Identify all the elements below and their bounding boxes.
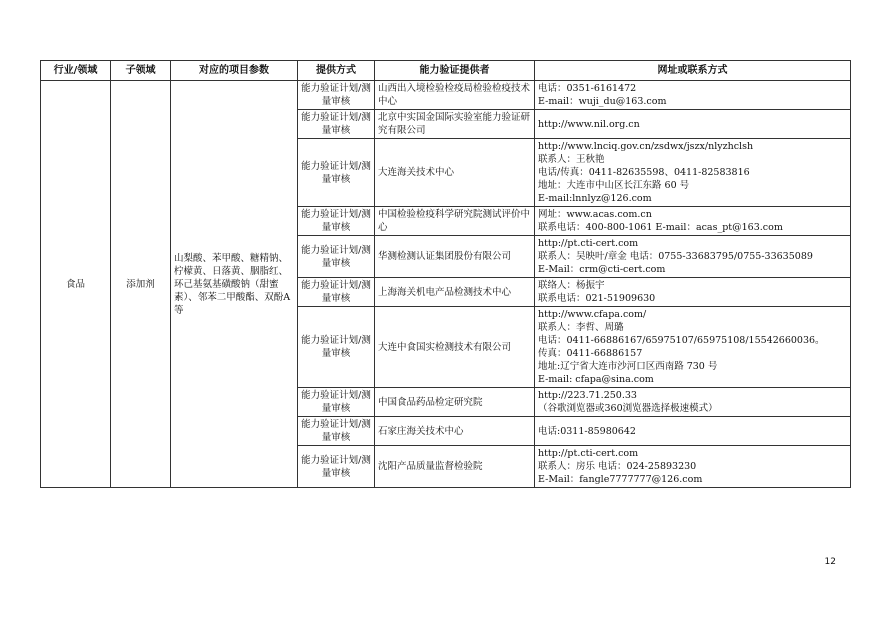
- header-method: 提供方式: [298, 61, 375, 81]
- method-cell: 能力验证计划/测量审核: [298, 278, 375, 307]
- contact-cell: [535, 110, 851, 139]
- contact-line: http://www.lnciq.gov.cn/zsdwx/jszx/nlyzhclsh: [538, 141, 754, 152]
- provider-cell: 北京中实国金国际实验室能力验证研究有限公司: [375, 110, 535, 139]
- contact-cell: [535, 207, 851, 236]
- contact-line: 联系电话：400-800-1061 E-mail：acas_pt@163.com: [538, 222, 783, 233]
- contact-line: http://223.71.250.33: [538, 390, 637, 401]
- contact-line: E-mail: cfapa@sina.com: [538, 374, 654, 385]
- header-subdomain: 子领域: [111, 61, 171, 81]
- industry-cell: 食品: [41, 81, 111, 488]
- contact-line: （谷歌浏览器或360浏览器选择极速模式）: [538, 403, 718, 414]
- contact-line: 地址:辽宁省大连市沙河口区西南路 730 号: [538, 361, 718, 372]
- provider-cell: 石家庄海关技术中心: [375, 417, 535, 446]
- contact-cell: [535, 446, 851, 488]
- method-cell: 能力验证计划/测量审核: [298, 207, 375, 236]
- contact-cell: [535, 417, 851, 446]
- header-provider: 能力验证提供者: [375, 61, 535, 81]
- capability-table: [40, 60, 851, 488]
- contact-line: 电话：0351-6161472: [538, 83, 637, 94]
- provider-cell: 沈阳产品质量监督检验院: [375, 446, 535, 488]
- contact-line: 联系电话：021-51909630: [538, 293, 656, 304]
- method-cell: 能力验证计划/测量审核: [298, 417, 375, 446]
- contact-line: http://www.nil.org.cn: [538, 118, 640, 130]
- contact-line: 电话:0311-85980642: [538, 425, 636, 437]
- header-contact: 网址或联系方式: [535, 61, 851, 81]
- provider-cell: 大连中食国实检测技术有限公司: [375, 307, 535, 388]
- header-row: [41, 61, 851, 81]
- contact-line: 电话：0411-66886167/65975107/65975108/15542660036。: [538, 335, 825, 346]
- provider-cell: 山西出入境检验检疫局检验检疫技术中心: [375, 81, 535, 110]
- provider-cell: 上海海关机电产品检测技术中心: [375, 278, 535, 307]
- contact-line: 联络人：杨振宇: [538, 280, 605, 291]
- method-cell: 能力验证计划/测量审核: [298, 307, 375, 388]
- contact-line: 联系人：房乐 电话：024-25893230: [538, 461, 697, 472]
- contact-cell: [535, 307, 851, 388]
- provider-cell: 中国食品药品检定研究院: [375, 388, 535, 417]
- page-number: 12: [824, 557, 836, 567]
- header-industry: 行业/领域: [41, 61, 111, 81]
- contact-cell: [535, 388, 851, 417]
- method-cell: 能力验证计划/测量审核: [298, 81, 375, 110]
- contact-line: E-Mail：fangle7777777@126.com: [538, 474, 703, 485]
- contact-line: 地址：大连市中山区长江东路 60 号: [538, 180, 690, 191]
- contact-line: 联系人：吴映叶/章金 电话：0755-33683795/0755-33635089: [538, 251, 813, 262]
- contact-line: 联系人：王秋艳: [538, 154, 605, 165]
- contact-line: E-Mail：crm@cti-cert.com: [538, 264, 666, 275]
- contact-line: http://www.cfapa.com/: [538, 309, 647, 320]
- contact-line: http://pt.cti-cert.com: [538, 448, 639, 459]
- contact-line: 网址：www.acas.com.cn: [538, 209, 652, 220]
- contact-cell: [535, 236, 851, 278]
- provider-cell: 中国检验检疫科学研究院测试评价中心: [375, 207, 535, 236]
- contact-line: E-mail:lnnlyz@126.com: [538, 193, 652, 204]
- method-cell: 能力验证计划/测量审核: [298, 446, 375, 488]
- parameters-cell: 山梨酸、苯甲酸、糖精钠、柠檬黄、日落黄、胭脂红、环己基氨基磺酸钠（甜蜜素）、邻苯二甲酸酯、双酚A等: [171, 81, 298, 488]
- method-cell: 能力验证计划/测量审核: [298, 139, 375, 207]
- provider-cell: 华测检测认证集团股份有限公司: [375, 236, 535, 278]
- header-parameters: 对应的项目参数: [171, 61, 298, 81]
- provider-cell: 大连海关技术中心: [375, 139, 535, 207]
- table-row: [41, 81, 851, 110]
- contact-line: 联系人：李哲、周璐: [538, 322, 624, 333]
- method-cell: 能力验证计划/测量审核: [298, 110, 375, 139]
- contact-line: 传真：0411-66886157: [538, 348, 643, 359]
- method-cell: 能力验证计划/测量审核: [298, 236, 375, 278]
- contact-line: 电话/传真：0411-82635598、0411-82583816: [538, 167, 750, 178]
- contact-cell: [535, 81, 851, 110]
- contact-line: E-mail：wuji_du@163.com: [538, 96, 667, 107]
- subdomain-cell: 添加剂: [111, 81, 171, 488]
- method-cell: 能力验证计划/测量审核: [298, 388, 375, 417]
- contact-cell: [535, 139, 851, 207]
- contact-line: http://pt.cti-cert.com: [538, 238, 639, 249]
- contact-cell: [535, 278, 851, 307]
